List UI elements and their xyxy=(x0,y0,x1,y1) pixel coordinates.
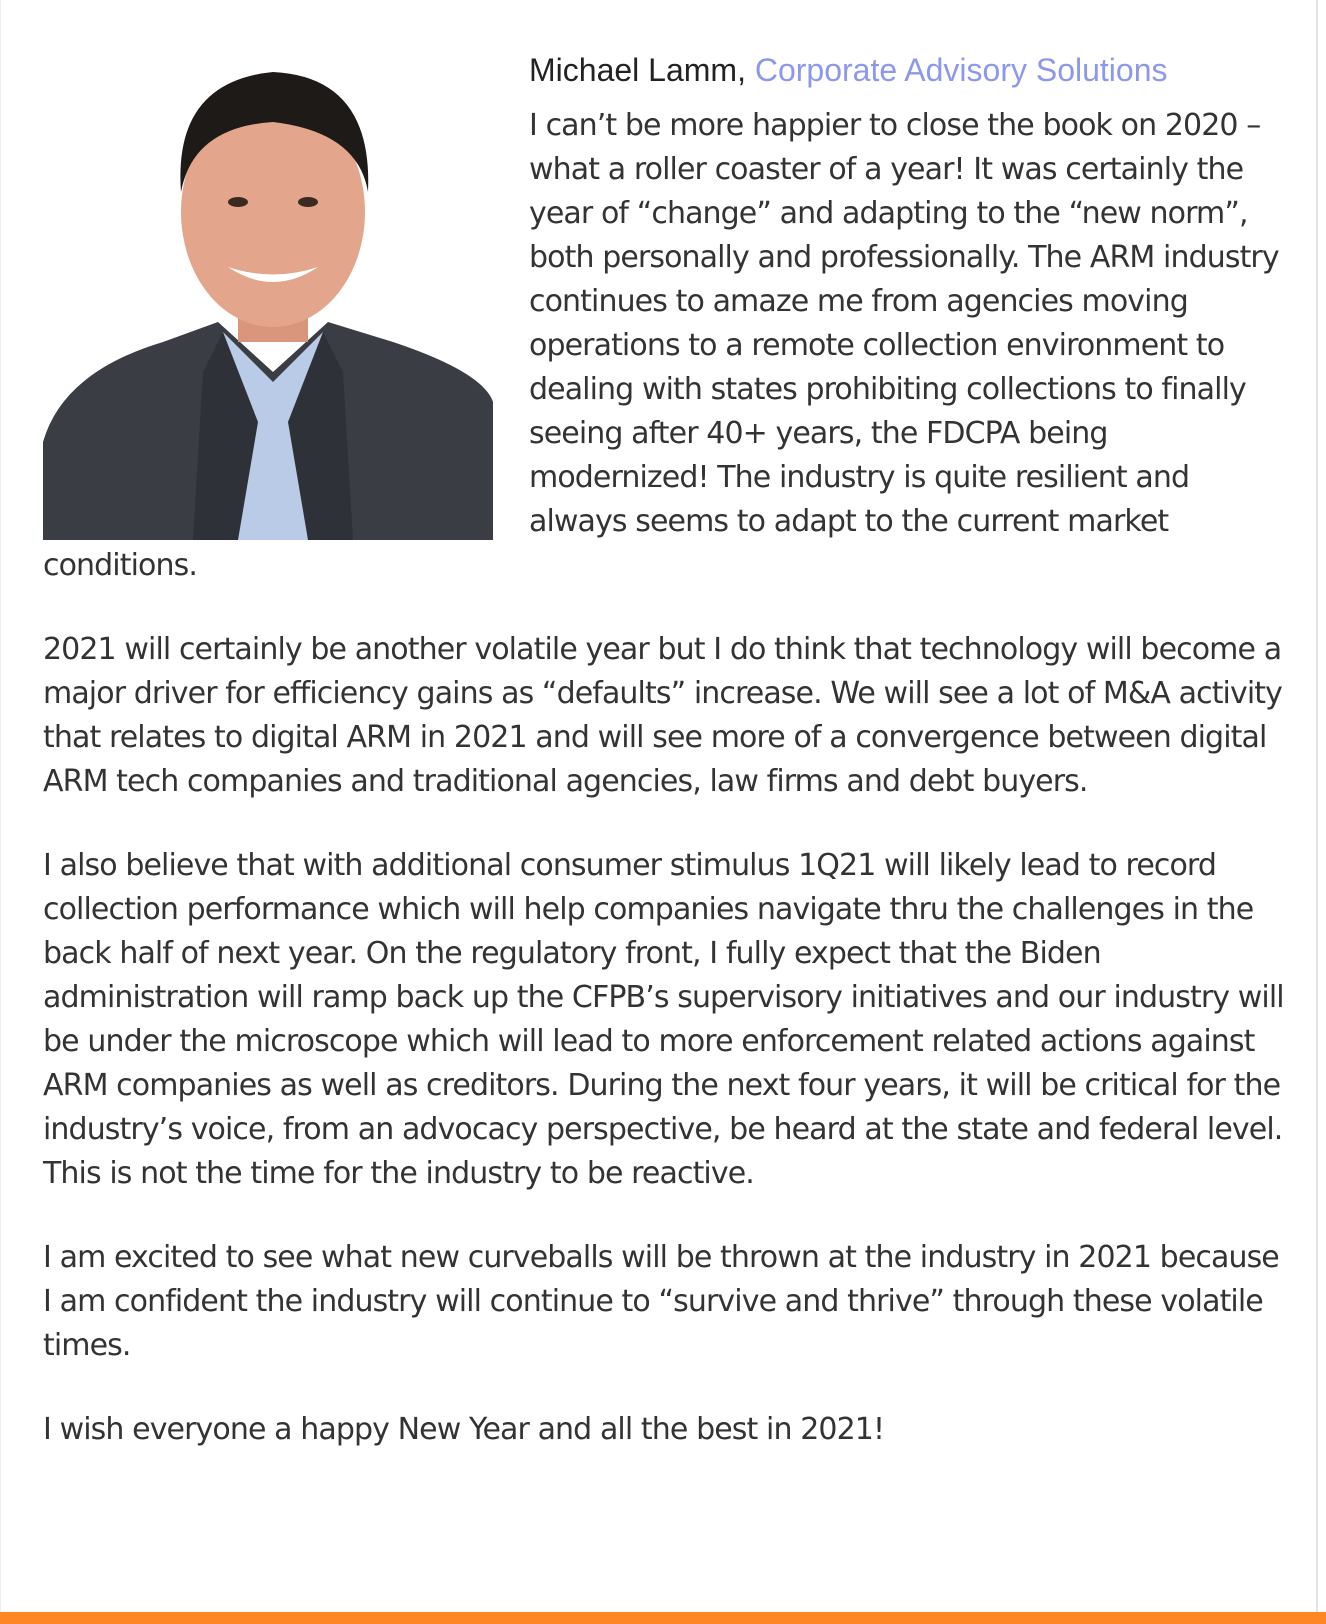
article-content xyxy=(43,42,1293,1492)
paragraph-1: I can’t be more happier to close the book on 2020 – what a roller coaster of a year! It was certainly the year of “change” and adapting to the “new norm”, both personally and professionally. The ARM industry continues to amaze me from agencies moving operations to a remote collection environment to dealing with states prohibiting collections to finally seeing after 40+ years, the FDCPA being modernized! The industry is quite resilient and always seems to adapt to the current market conditions. xyxy=(43,108,1279,583)
paragraph-2: 2021 will certainly be another volatile year but I do think that technology will become a major driver for efficiency gains as “defaults” increase. We will see a lot of M&A activity that relates to digital ARM in 2021 and will see more of a convergence between digital ARM tech companies and traditional agencies, law firms and debt buyers. xyxy=(43,632,1282,799)
accent-bar xyxy=(0,1612,1326,1624)
headshot-photo xyxy=(43,42,493,540)
paragraph-5: I wish everyone a happy New Year and all the best in 2021! xyxy=(43,1412,885,1447)
company-link[interactable]: Corporate Advisory Solutions xyxy=(754,52,1168,88)
paragraph-3: I also believe that with additional consumer stimulus 1Q21 will likely lead to record collection performance which will help companies navigate thru the challenges in the back half of next year. On the regulatory front, I fully expect that the Biden administration will ramp back up the CFPB’s supervisory initiatives and our industry will be under the microscope which will lead to more enforcement related actions against ARM companies as well as creditors. During the next four years, it will be critical for the industry’s voice, from an advocacy perspective, be heard at the state and federal level. This is not the time for the industry to be reactive. xyxy=(43,848,1284,1191)
paragraph-4: I am excited to see what new curveballs will be thrown at the industry in 2021 because I am confident the industry will continue to “survive and thrive” through these volatile times. xyxy=(43,1240,1279,1363)
author-name: Michael Lamm, xyxy=(529,52,746,88)
